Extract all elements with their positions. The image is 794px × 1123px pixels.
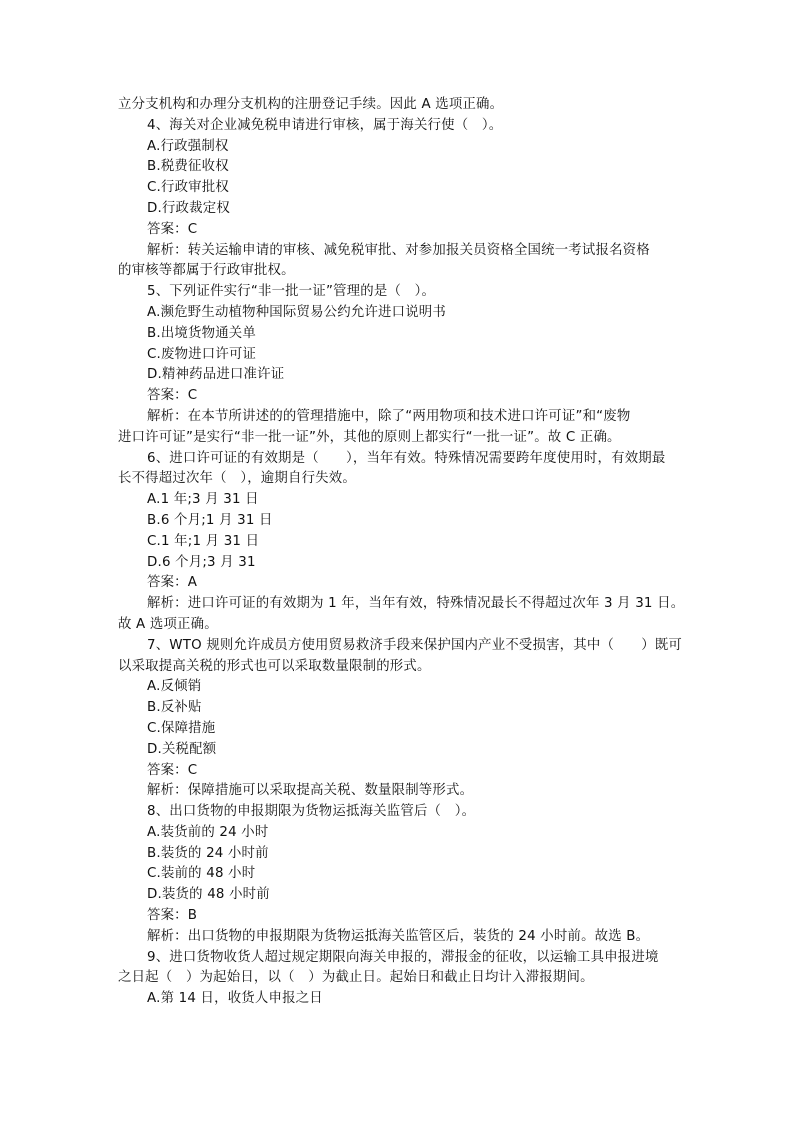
text-line: 解析：出口货物的申报期限为货物运抵海关监管区后，装货的 24 小时前。故选 B。 [147,928,650,944]
text-line: C.保障措施 [147,720,216,736]
text-line: B.反补贴 [147,700,202,716]
text-line: 以采取提高关税的形式也可以采取数量限制的形式。 [118,658,431,674]
text-line: C.行政审批权 [147,180,229,196]
text-line: C.装前的 48 小时 [147,866,256,882]
text-line: 答案：C [147,762,198,778]
text-line: 6、进口许可证的有效期是（ ），当年有效。特殊情况需要跨年度使用时，有效期最 [147,450,666,466]
text-line: A.第 14 日，收货人申报之日 [147,991,323,1007]
text-line: 长不得超过次年（ ），逾期自行失效。 [118,471,356,487]
text-line: 答案：A [147,575,198,591]
text-line: D.关税配额 [147,741,217,757]
text-line: 7、WTO 规则允许成员方使用贸易救济手段来保护国内产业不受损害，其中（ ）既可 [147,637,682,653]
text-line: 之日起（ ）为起始日，以（ ）为截止日。起始日和截止日均计入滞报期间。 [118,970,594,986]
text-line: D.装货的 48 小时前 [147,887,270,903]
text-line: C.废物进口许可证 [147,346,257,362]
text-line: B.6 个月;1 月 31 日 [147,512,273,528]
text-line: 立分支机构和办理分支机构的注册登记手续。因此 A 选项正确。 [118,97,504,112]
text-line: 解析：在本节所讲述的的管理措施中，除了“两用物项和技术进口许可证”和“废物 [147,408,631,424]
text-line: A.反倾销 [147,679,202,695]
text-line: 故 A 选项正确。 [118,616,218,632]
text-line: 答案：C [147,221,198,237]
text-line: 4、海关对企业减免税申请进行审核，属于海关行使（ ）。 [147,117,503,133]
text-line: 解析：保障措施可以采取提高关税、数量限制等形式。 [147,783,474,799]
text-line: B.装货的 24 小时前 [147,845,269,861]
text-line: 解析：进口许可证的有效期为 1 年，当年有效，特殊情况最长不得超过次年 3 月 31 日。 [147,596,685,612]
text-line: B.税费征收权 [147,159,229,175]
text-line: D.精神药品进口准许证 [147,367,285,383]
text-line: 9、进口货物收货人超过规定期限向海关申报的，滞报金的征收，以运输工具申报进境 [147,949,659,965]
text-line: 解析：转关运输申请的审核、减免税审批、对参加报关员资格全国统一考试报名资格 [147,242,650,258]
text-line: 的审核等都属于行政审批权。 [118,263,295,279]
text-line: B.出境货物通关单 [147,325,256,341]
text-line: 答案：C [147,388,198,404]
text-line: 5、下列证件实行“非一批一证”管理的是（ ）。 [147,284,436,300]
text-line: 8、出口货物的申报期限为货物运抵海关监管后（ ）。 [147,804,476,820]
text-line: D.6 个月;3 月 31 [147,554,256,570]
text-line: D.行政裁定权 [147,200,230,216]
text-line: 答案：B [147,908,198,924]
text-line: A.装货前的 24 小时 [147,824,269,840]
text-line: C.1 年;1 月 31 日 [147,533,260,549]
text-line: A.行政强制权 [147,138,229,154]
document-body [118,95,685,1010]
text-line: 进口许可证”是实行“非一批一证”外，其他的原则上都实行“一批一证”。故 C 正确。 [118,429,621,445]
text-line: A.濒危野生动植物种国际贸易公约允许进口说明书 [147,304,446,320]
text-line: A.1 年;3 月 31 日 [147,492,259,508]
